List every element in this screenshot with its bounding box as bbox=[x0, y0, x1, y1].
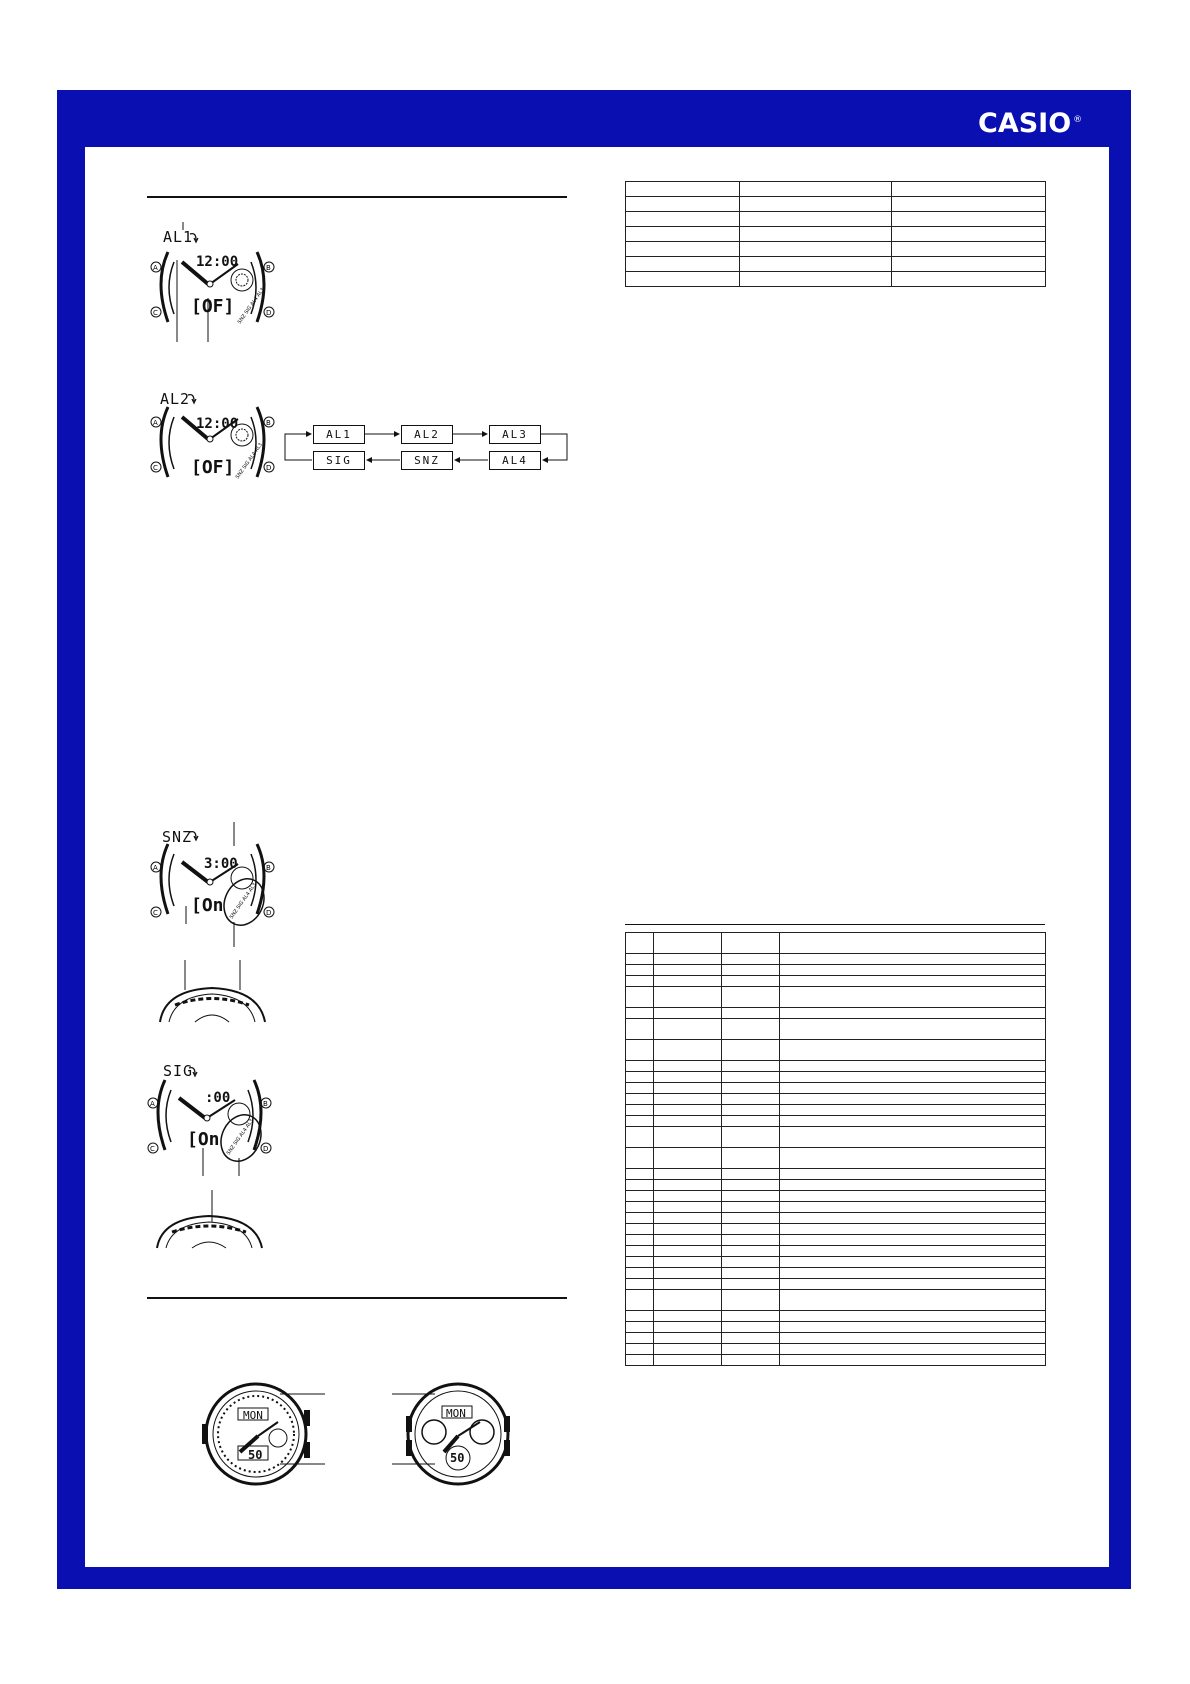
mode-label: AL2 bbox=[160, 390, 191, 408]
svg-text:A: A bbox=[153, 264, 158, 272]
flow-box-snz: SNZ bbox=[401, 451, 453, 470]
svg-text:SNZ SIG AL4 AL3: SNZ SIG AL4 AL3 bbox=[236, 286, 266, 326]
alarm-state: [OF] bbox=[191, 296, 235, 317]
watch-display-icon bbox=[147, 1058, 272, 1178]
alarm-state: [OF] bbox=[191, 457, 235, 478]
mode-label: SNZ bbox=[162, 828, 193, 846]
svg-text:A: A bbox=[150, 1100, 155, 1108]
svg-text:SNZ SIG AL4 AL3: SNZ SIG AL4 AL3 bbox=[234, 441, 264, 481]
mode-label: AL1 bbox=[163, 228, 194, 246]
svg-text:C: C bbox=[150, 1145, 155, 1153]
svg-text:B: B bbox=[266, 264, 271, 272]
bezel-detail-illustration bbox=[155, 960, 270, 1025]
seconds-display: 50 bbox=[450, 1451, 465, 1465]
svg-text:SNZ SIG AL4 AL3: SNZ SIG AL4 AL3 bbox=[225, 1117, 255, 1157]
top-table bbox=[625, 181, 1046, 287]
svg-text:A: A bbox=[153, 419, 158, 427]
svg-text:SNZ SIG AL4 AL3: SNZ SIG AL4 AL3 bbox=[228, 881, 258, 921]
flow-arrows bbox=[280, 420, 570, 475]
alarm-time: 3:00 bbox=[204, 856, 238, 872]
watch-display-icon bbox=[150, 222, 275, 342]
svg-text:D: D bbox=[263, 1145, 269, 1153]
section-divider-bottom bbox=[147, 1297, 567, 1299]
seconds-display: 50 bbox=[248, 1448, 263, 1462]
flow-box-sig: SIG bbox=[313, 451, 365, 470]
flow-box-al2: AL2 bbox=[401, 425, 453, 444]
watch-face-illustration bbox=[200, 1380, 330, 1490]
svg-text:C: C bbox=[153, 464, 158, 472]
svg-text:C: C bbox=[153, 309, 158, 317]
alarm-time: 12:00 bbox=[196, 416, 239, 432]
alarm-state: [On bbox=[191, 895, 224, 916]
day-display: MON bbox=[446, 1407, 466, 1420]
svg-text:A: A bbox=[153, 864, 158, 872]
svg-text:D: D bbox=[266, 909, 272, 917]
svg-text:B: B bbox=[263, 1100, 268, 1108]
watch-display-icon bbox=[150, 822, 275, 947]
bezel-detail-illustration bbox=[152, 1190, 267, 1250]
svg-text:B: B bbox=[266, 419, 271, 427]
flow-box-al4: AL4 bbox=[489, 451, 541, 470]
alarm-time: 12:00 bbox=[196, 254, 239, 270]
day-display: MON bbox=[243, 1409, 263, 1422]
alarm-state: [On bbox=[187, 1129, 220, 1150]
watch-face-illustration bbox=[390, 1380, 520, 1490]
bottom-table bbox=[625, 932, 1046, 1366]
svg-text:B: B bbox=[266, 864, 271, 872]
section-divider-top bbox=[147, 196, 567, 198]
svg-text:C: C bbox=[153, 909, 158, 917]
mode-label: SIG bbox=[163, 1062, 194, 1080]
alarm-time: :00 bbox=[205, 1090, 231, 1106]
flow-box-al3: AL3 bbox=[489, 425, 541, 444]
table-divider bbox=[625, 924, 1045, 925]
svg-text:D: D bbox=[266, 309, 272, 317]
casio-logo: CASIO ® bbox=[978, 108, 1083, 139]
flow-box-al1: AL1 bbox=[313, 425, 365, 444]
svg-text:D: D bbox=[266, 464, 272, 472]
